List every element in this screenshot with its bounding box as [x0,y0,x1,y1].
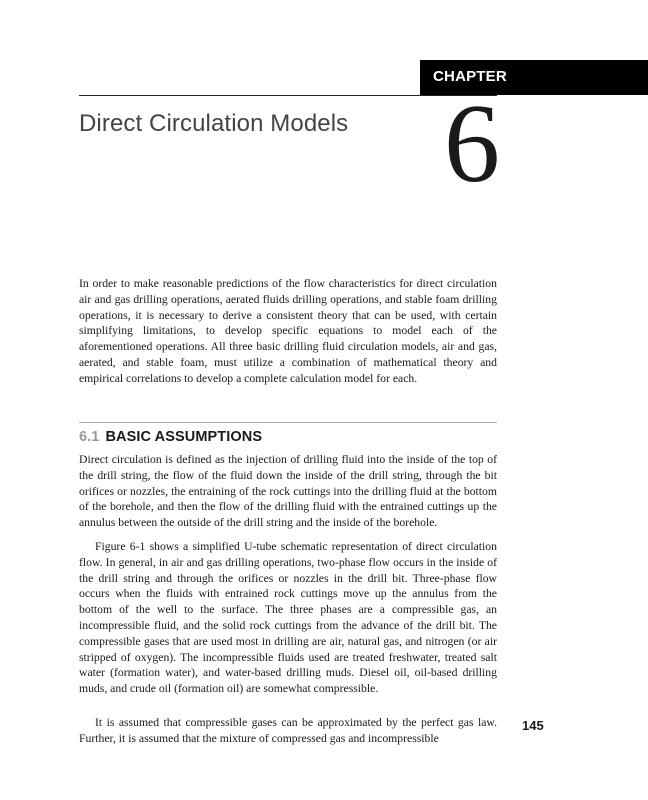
intro-paragraph: In order to make reasonable predictions of the flow characteristics for direct circulation air and gas drilling operations, aerated fluids drilling operations, and stable foam drilling operations, it is necessary to derive a consistent theory that can be used, with certain simplifying limitations, to develop specific equations to model each of the aforementioned operations. All three basic drilling fluid circulation models, air and gas, aerated, and stable foam, must utilize a combination of mathematical theory and empirical correlations to develop a complete calculation model for each. [79,277,497,385]
body-paragraph: Figure 6-1 shows a simplified U-tube schematic representation of direct circulation flow. In general, in air and gas drilling operations, two-phase flow occurs in the inside of the drill string and through the orifices or nozzles in the drill bit. Three-phase flow occurs when the fluids with entrained rock cuttings move up the annulus from the bottom of the well to the surface. The three phases are a compressible gas, an incompressible fluid, and the solid rock cuttings from the advance of the drill bit. The compressible gases that are used most in drilling are air, natural gas, and nitrogen (or air stripped of oxygen). The incompressible fluids used are treated freshwater, treated salt water (formation water), and water-based drilling muds. Diesel oil, oil-based drilling muds, and crude oil (formation oil) are somewhat compressible. [79,540,497,696]
chapter-title: Direct Circulation Models [79,110,349,137]
section-divider [79,422,497,423]
chapter-label: CHAPTER [433,68,507,85]
body-paragraph: Direct circulation is defined as the injection of drilling fluid into the inside of the top of the drill string, the flow of the fluid down the inside of the drill string, through the bit orifices or nozzles, the entraining of the rock cuttings into the drilling fluid at the bottom of the borehole, and then the flow of the drilling fluid with the entrained cuttings up the annulus between the outside of the drill string and the inside of the borehole. [79,453,497,530]
chapter-number: 6 [444,82,500,206]
body-paragraph: It is assumed that compressible gases can be approximated by the perfect gas law. Further, it is assumed that the mixture of compressed gas and incompressible [79,716,497,745]
header-rule [79,95,497,96]
section-title: BASIC ASSUMPTIONS [105,429,263,445]
page-number: 145 [522,718,544,733]
section-number: 6.1 [79,429,100,445]
section-heading [79,429,262,445]
